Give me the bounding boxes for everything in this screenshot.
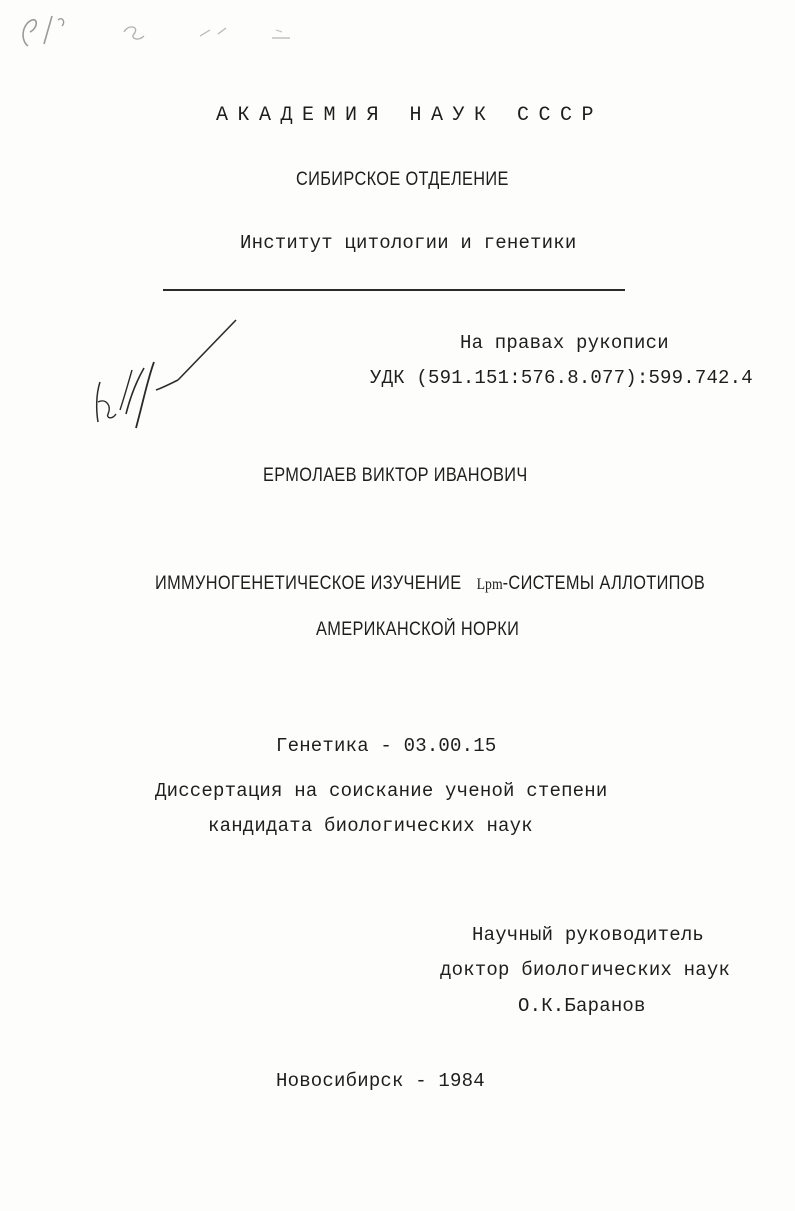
udc-code: УДК (591.151:576.8.077):599.742.4 [370,367,753,389]
thesis-title-line-2: АМЕРИКАНСКОЙ НОРКИ [316,619,520,640]
thesis-title-part-2: -СИСТЕМЫ АЛЛОТИПОВ [502,573,706,594]
degree-line-2: кандидата биологических наук [208,815,533,837]
supervisor-name: О.К.Баранов [518,995,646,1017]
header-divider [163,289,625,291]
supervisor-role: Научный руководитель [472,924,705,946]
division-heading: СИБИРСКОЕ ОТДЕЛЕНИЕ [296,169,509,190]
author-name: ЕРМОЛАЕВ ВИКТОР ИВАНОВИЧ [263,465,528,486]
thesis-title-line-1 [155,572,705,597]
lpm-symbol: Lpm [476,576,503,593]
pencil-annotation-mark [14,10,314,50]
academy-heading: АКАДЕМИЯ НАУК СССР [216,104,604,127]
supervisor-degree: доктор биологических наук [440,959,731,981]
specialty-code: Генетика - 03.00.15 [276,735,497,757]
thesis-title-part-1: ИММУНОГЕНЕТИЧЕСКОЕ ИЗУЧЕНИЕ [155,573,462,594]
place-and-year: Новосибирск - 1984 [276,1070,485,1092]
degree-line-1: Диссертация на соискание ученой степени [155,780,608,802]
institute-heading: Институт цитологии и генетики [240,232,577,254]
handwritten-signature [86,318,246,438]
manuscript-rights-note: На правах рукописи [460,332,669,354]
